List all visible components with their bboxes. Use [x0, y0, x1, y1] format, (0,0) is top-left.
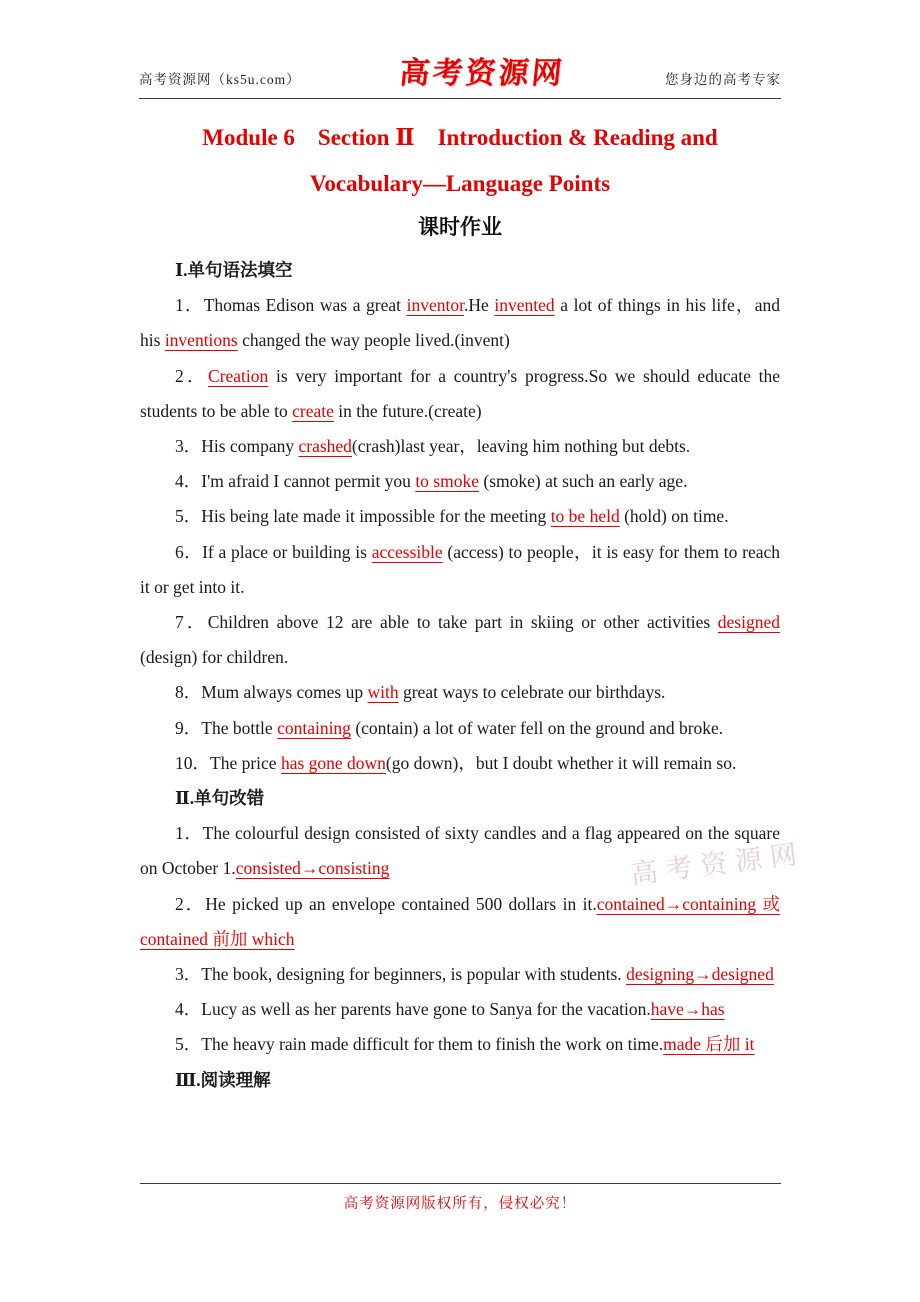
exercise-paragraph — [140, 429, 780, 464]
answer-text: designed — [717, 612, 780, 633]
page-title-line2: Vocabulary—Language Points — [309, 171, 611, 196]
sentence-text: Ⅲ.阅读理解 — [175, 1069, 271, 1090]
exercise-paragraph — [140, 464, 780, 499]
answer-text: inventor — [406, 295, 464, 316]
sentence-text: 10．The price — [175, 752, 281, 773]
answer-text: to be held — [550, 506, 620, 527]
page-subtitle: 课时作业 — [418, 215, 502, 239]
answer-text: contained→containing 或 contained 前加 which — [140, 893, 780, 949]
exercise-paragraph — [140, 359, 780, 429]
answer-text: designing→designed — [626, 964, 774, 985]
page-header — [139, 0, 781, 99]
exercise-paragraph — [140, 288, 780, 358]
sentence-text: in the future.(create) — [333, 400, 482, 421]
answer-text: has gone down — [280, 752, 386, 773]
header-slogan: 您身边的高考专家 — [665, 72, 781, 87]
exercise-paragraph — [140, 499, 780, 534]
section-heading — [140, 781, 780, 816]
sentence-text: 4．Lucy as well as her parents have gone to Sanya for the vacation. — [175, 999, 651, 1020]
exercise-paragraph — [140, 816, 780, 886]
answer-text: with — [367, 682, 399, 703]
answer-text: have→has — [650, 999, 725, 1020]
answer-text: accessible — [371, 541, 443, 562]
answer-text: consisted→consisting — [235, 858, 390, 879]
sentence-text: (hold) on time. — [619, 506, 729, 527]
answer-text: Creation — [208, 365, 269, 386]
document-content — [140, 253, 780, 1098]
answer-text: containing — [277, 717, 351, 738]
section-heading — [140, 253, 780, 288]
sentence-text: Ⅱ.单句改错 — [175, 788, 265, 809]
sentence-text: is very important for a country's progress.So we should educate the students to be able to — [140, 365, 781, 421]
sentence-text: 6．If a place or building is — [175, 541, 372, 562]
exercise-paragraph — [140, 535, 780, 605]
section-heading — [140, 1063, 780, 1098]
watermark: 高考资源网 — [629, 838, 807, 890]
sentence-text: (crash)last year，leaving him nothing but debts. — [351, 436, 691, 457]
header-site-name: 高考资源网（ks5u.com） — [139, 72, 301, 87]
sentence-text: 3．His company — [175, 436, 299, 457]
page-title-line1: Module 6 Section Ⅱ Introduction & Reading and — [202, 125, 718, 150]
sentence-text: 1．Thomas Edison was a great — [175, 295, 407, 316]
sentence-text: 5．The heavy rain made difficult for them to finish the work on time. — [175, 1034, 664, 1055]
exercise-paragraph — [140, 711, 780, 746]
exercise-paragraph — [140, 957, 780, 992]
sentence-text: (design) for children. — [140, 647, 289, 668]
sentence-text: 7．Children above 12 are able to take part in skiing or other activities — [175, 612, 718, 633]
sentence-text: 9．The bottle — [175, 717, 278, 738]
sentence-text: .He — [464, 295, 495, 316]
sentence-text: great ways to celebrate our birthdays. — [398, 682, 666, 703]
sentence-text: (go down)，but I doubt whether it will remain so. — [385, 752, 737, 773]
footer-divider — [140, 1183, 781, 1184]
footer-copyright: 高考资源网版权所有，侵权必究！ — [343, 1196, 577, 1212]
sentence-text: 8．Mum always comes up — [175, 682, 368, 703]
sentence-text: a lot of things in his life，and his — [140, 295, 781, 351]
sentence-text: 4．I'm afraid I cannot permit you — [175, 471, 416, 492]
answer-text: made 后加 it — [663, 1034, 755, 1055]
answer-text: invented — [494, 295, 555, 316]
sentence-text: Ⅰ.单句语法填空 — [175, 260, 293, 280]
exercise-paragraph — [140, 675, 780, 710]
exercise-paragraph — [140, 1027, 780, 1062]
page-title — [0, 115, 920, 207]
exercise-paragraph — [140, 605, 780, 675]
sentence-text: (smoke) at such an early age. — [479, 471, 688, 492]
sentence-text: changed the way people lived.(invent) — [237, 330, 510, 351]
sentence-text: 2．He picked up an envelope contained 500 dollars in it. — [175, 893, 597, 914]
exercise-paragraph — [140, 746, 780, 781]
answer-text: create — [292, 400, 334, 421]
exercise-paragraph — [140, 992, 780, 1027]
site-logo: 高考资源网 — [398, 57, 567, 90]
sentence-text: 5．His being late made it impossible for the meeting — [175, 506, 551, 527]
sentence-text: 2． — [175, 365, 209, 386]
sentence-text: (contain) a lot of water fell on the ground and broke. — [350, 717, 724, 738]
answer-text: inventions — [164, 330, 238, 351]
sentence-text: 1．The colourful design consisted of sixty candles and a flag appeared on the square on October 1. — [140, 823, 780, 879]
exercise-paragraph — [140, 887, 780, 957]
answer-text: to smoke — [415, 471, 479, 492]
sentence-text: 3．The book, designing for beginners, is popular with students. — [175, 964, 627, 985]
answer-text: crashed — [298, 436, 352, 457]
sentence-text: (access) to people，it is easy for them to reach it or get into it. — [140, 541, 780, 597]
